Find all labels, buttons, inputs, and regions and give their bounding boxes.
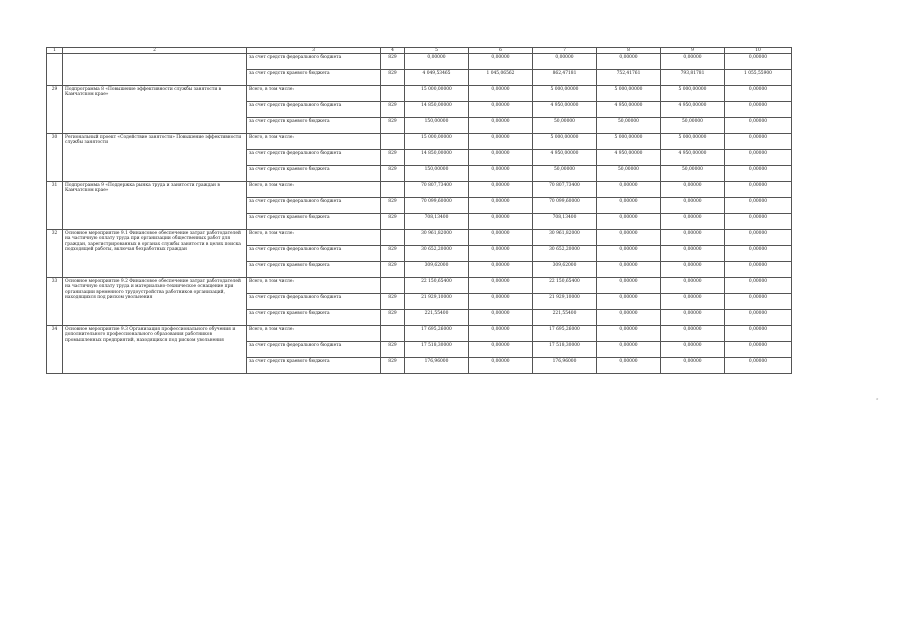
- amount-cell: 1 055,55900: [725, 70, 792, 86]
- budget-code: 829: [381, 310, 405, 326]
- amount-cell: 752,41761: [597, 70, 661, 86]
- amount-cell: 50,00000: [597, 166, 661, 182]
- header-cell: 8: [597, 48, 661, 54]
- amount-cell: 0,00000: [661, 294, 725, 310]
- budget-code: 829: [381, 166, 405, 182]
- budget-table: [46, 47, 792, 374]
- amount-cell: 0,00000: [469, 54, 533, 70]
- budget-code: [381, 230, 405, 246]
- amount-cell: 22 150,65400: [533, 278, 597, 294]
- row-number: [47, 54, 63, 86]
- amount-cell: 0,00000: [725, 278, 792, 294]
- budget-code: 829: [381, 342, 405, 358]
- funding-source: за счет средств федерального бюджета: [247, 54, 381, 70]
- amount-cell: 0,00000: [469, 198, 533, 214]
- amount-cell: 0,00000: [597, 182, 661, 198]
- funding-source: за счет средств краевого бюджета: [247, 310, 381, 326]
- amount-cell: 0,00000: [661, 198, 725, 214]
- funding-source: Всего, в том числе:: [247, 86, 381, 102]
- header-cell: 3: [247, 48, 381, 54]
- amount-cell: 50,00000: [661, 166, 725, 182]
- amount-cell: 708,13400: [533, 214, 597, 230]
- amount-cell: 70 099,60000: [533, 198, 597, 214]
- program-name: Подпрограмма 8 «Повышение эффективности службы занятости в Камчатском крае»: [63, 86, 247, 134]
- header-cell: 6: [469, 48, 533, 54]
- amount-cell: 0,00000: [469, 310, 533, 326]
- amount-cell: 50,00000: [661, 118, 725, 134]
- budget-code: [381, 278, 405, 294]
- amount-cell: 30 961,82000: [533, 230, 597, 246]
- amount-cell: 0,00000: [469, 278, 533, 294]
- header-cell: 7: [533, 48, 597, 54]
- amount-cell: 0,00000: [597, 54, 661, 70]
- amount-cell: 0,00000: [469, 102, 533, 118]
- table-row: [47, 230, 792, 246]
- row-number: 31: [47, 182, 63, 230]
- amount-cell: 70 807,73400: [405, 182, 469, 198]
- amount-cell: 0,00000: [725, 102, 792, 118]
- amount-cell: 0,00000: [725, 294, 792, 310]
- header-cell: 4: [381, 48, 405, 54]
- amount-cell: 309,62000: [405, 262, 469, 278]
- amount-cell: 0,00000: [469, 246, 533, 262]
- amount-cell: 0,00000: [661, 326, 725, 342]
- funding-source: за счет средств федерального бюджета: [247, 150, 381, 166]
- amount-cell: 150,00000: [405, 166, 469, 182]
- amount-cell: 17 518,30000: [533, 342, 597, 358]
- amount-cell: 0,00000: [469, 262, 533, 278]
- amount-cell: 176,96000: [533, 358, 597, 374]
- amount-cell: 4 950,00000: [597, 150, 661, 166]
- amount-cell: 0,00000: [597, 198, 661, 214]
- amount-cell: 4 950,00000: [661, 150, 725, 166]
- amount-cell: 21 929,10000: [533, 294, 597, 310]
- program-name: Региональный проект «Содействие занятости» Повышение эффективности службы занятости: [63, 134, 247, 182]
- amount-cell: 14 850,00000: [405, 150, 469, 166]
- amount-cell: 0,00000: [597, 214, 661, 230]
- amount-cell: 21 929,10000: [405, 294, 469, 310]
- amount-cell: 30 961,82000: [405, 230, 469, 246]
- budget-code: [381, 86, 405, 102]
- table-row: [47, 54, 792, 70]
- amount-cell: 221,55400: [533, 310, 597, 326]
- amount-cell: 5 000,00000: [661, 86, 725, 102]
- amount-cell: 5 000,00000: [533, 86, 597, 102]
- amount-cell: 50,00000: [533, 118, 597, 134]
- amount-cell: 0,00000: [469, 294, 533, 310]
- amount-cell: 15 000,00000: [405, 86, 469, 102]
- budget-code: 829: [381, 262, 405, 278]
- amount-cell: 0,00000: [661, 310, 725, 326]
- amount-cell: 0,00000: [725, 358, 792, 374]
- amount-cell: 50,00000: [597, 118, 661, 134]
- amount-cell: 0,00000: [661, 230, 725, 246]
- amount-cell: 0,00000: [597, 246, 661, 262]
- funding-source: Всего, в том числе:: [247, 230, 381, 246]
- header-cell: 5: [405, 48, 469, 54]
- amount-cell: 0,00000: [597, 342, 661, 358]
- table-row: [47, 86, 792, 102]
- amount-cell: 14 850,00000: [405, 102, 469, 118]
- program-name: Основное мероприятие 9.2 Финансовое обеспечение затрат работодателей на частичную оплату труда и материально-техническое оснащение при организации временного трудоустройства работников организаций, находящихся под риском увольнения: [63, 278, 247, 326]
- amount-cell: 5 000,00000: [597, 134, 661, 150]
- amount-cell: 0,00000: [725, 230, 792, 246]
- amount-cell: 176,96000: [405, 358, 469, 374]
- funding-source: за счет средств краевого бюджета: [247, 262, 381, 278]
- header-cell: 2: [63, 48, 247, 54]
- program-name: Подпрограмма 9 «Поддержка рынка труда и занятости граждан в Камчатском крае»: [63, 182, 247, 230]
- amount-cell: 0,00000: [597, 358, 661, 374]
- funding-source: за счет средств федерального бюджета: [247, 246, 381, 262]
- budget-code: 829: [381, 150, 405, 166]
- amount-cell: 70 807,73400: [533, 182, 597, 198]
- amount-cell: 0,00000: [597, 230, 661, 246]
- amount-cell: 793,81781: [661, 70, 725, 86]
- amount-cell: 0,00000: [725, 166, 792, 182]
- funding-source: за счет средств федерального бюджета: [247, 102, 381, 118]
- budget-code: 829: [381, 102, 405, 118]
- amount-cell: 0,00000: [469, 358, 533, 374]
- amount-cell: 0,00000: [725, 246, 792, 262]
- program-name: Основное мероприятие 9.3 Организация профессионального обучения и дополнительного профессионального образования работников промышленных предприятий, находящихся под риском увольнения: [63, 326, 247, 374]
- amount-cell: 0,00000: [533, 54, 597, 70]
- amount-cell: 0,00000: [661, 54, 725, 70]
- amount-cell: 0,00000: [597, 326, 661, 342]
- amount-cell: 0,00000: [725, 342, 792, 358]
- funding-source: Всего, в том числе:: [247, 134, 381, 150]
- amount-cell: 0,00000: [469, 326, 533, 342]
- amount-cell: 0,00000: [725, 310, 792, 326]
- budget-code: 829: [381, 246, 405, 262]
- amount-cell: 0,00000: [469, 166, 533, 182]
- amount-cell: 0,00000: [469, 150, 533, 166]
- amount-cell: 0,00000: [597, 262, 661, 278]
- amount-cell: 0,00000: [725, 134, 792, 150]
- amount-cell: 0,00000: [597, 310, 661, 326]
- amount-cell: 17 518,30000: [405, 342, 469, 358]
- program-name: [63, 54, 247, 86]
- amount-cell: 17 695,26000: [405, 326, 469, 342]
- amount-cell: 0,00000: [469, 134, 533, 150]
- funding-source: за счет средств краевого бюджета: [247, 214, 381, 230]
- amount-cell: 22 150,65400: [405, 278, 469, 294]
- amount-cell: 0,00000: [725, 262, 792, 278]
- table-row: [47, 134, 792, 150]
- amount-cell: 0,00000: [597, 278, 661, 294]
- funding-source: Всего, в том числе:: [247, 278, 381, 294]
- row-number: 34: [47, 326, 63, 374]
- amount-cell: 17 695,26000: [533, 326, 597, 342]
- amount-cell: 0,00000: [725, 54, 792, 70]
- amount-cell: 0,00000: [597, 294, 661, 310]
- amount-cell: 0,00000: [725, 86, 792, 102]
- amount-cell: 5 000,00000: [597, 86, 661, 102]
- amount-cell: 5 000,00000: [533, 134, 597, 150]
- amount-cell: 4 950,00000: [533, 150, 597, 166]
- amount-cell: 0,00000: [469, 182, 533, 198]
- amount-cell: 0,00000: [725, 182, 792, 198]
- amount-cell: 0,00000: [725, 214, 792, 230]
- funding-source: за счет средств краевого бюджета: [247, 70, 381, 86]
- amount-cell: 0,00000: [725, 198, 792, 214]
- funding-source: за счет средств краевого бюджета: [247, 358, 381, 374]
- funding-source: Всего, в том числе:: [247, 182, 381, 198]
- page-mark: »: [876, 396, 879, 401]
- amount-cell: 5 000,00000: [661, 134, 725, 150]
- funding-source: за счет средств федерального бюджета: [247, 342, 381, 358]
- budget-code: 829: [381, 54, 405, 70]
- funding-source: за счет средств федерального бюджета: [247, 198, 381, 214]
- budget-code: 829: [381, 358, 405, 374]
- budget-code: 829: [381, 294, 405, 310]
- amount-cell: 0,00000: [469, 86, 533, 102]
- amount-cell: 0,00000: [661, 342, 725, 358]
- row-number: 30: [47, 134, 63, 182]
- header-cell: 1: [47, 48, 63, 54]
- amount-cell: 150,00000: [405, 118, 469, 134]
- amount-cell: 0,00000: [405, 54, 469, 70]
- row-number: 32: [47, 230, 63, 278]
- budget-code: [381, 182, 405, 198]
- budget-code: 829: [381, 118, 405, 134]
- amount-cell: 4 950,00000: [661, 102, 725, 118]
- table-row: [47, 278, 792, 294]
- amount-cell: 0,00000: [661, 278, 725, 294]
- amount-cell: 15 000,00000: [405, 134, 469, 150]
- budget-code: [381, 134, 405, 150]
- amount-cell: 309,62000: [533, 262, 597, 278]
- funding-source: Всего, в том числе:: [247, 326, 381, 342]
- table-row: [47, 326, 792, 342]
- amount-cell: 0,00000: [661, 214, 725, 230]
- row-number: 29: [47, 86, 63, 134]
- funding-source: за счет средств краевого бюджета: [247, 118, 381, 134]
- amount-cell: 0,00000: [661, 358, 725, 374]
- table-row: [47, 182, 792, 198]
- amount-cell: 0,00000: [469, 230, 533, 246]
- funding-source: за счет средств краевого бюджета: [247, 166, 381, 182]
- funding-source: за счет средств федерального бюджета: [247, 294, 381, 310]
- amount-cell: 221,55400: [405, 310, 469, 326]
- amount-cell: 708,13400: [405, 214, 469, 230]
- amount-cell: 4 950,00000: [597, 102, 661, 118]
- amount-cell: 50,00000: [533, 166, 597, 182]
- amount-cell: 30 652,20000: [533, 246, 597, 262]
- amount-cell: 0,00000: [661, 262, 725, 278]
- program-name: Основное мероприятие 9.1 Финансовое обеспечение затрат работодателей на частичную оплату труда при организации общественных работ для граждан, зарегистрированных в органах службы занятости в целях поиска подходящей работы, включая безработных граждан: [63, 230, 247, 278]
- budget-code: [381, 326, 405, 342]
- amount-cell: 0,00000: [725, 118, 792, 134]
- header-cell: 9: [661, 48, 725, 54]
- amount-cell: 0,00000: [661, 246, 725, 262]
- amount-cell: 4 049,53465: [405, 70, 469, 86]
- amount-cell: 0,00000: [725, 150, 792, 166]
- budget-code: 829: [381, 70, 405, 86]
- amount-cell: 0,00000: [661, 182, 725, 198]
- amount-cell: 0,00000: [469, 118, 533, 134]
- amount-cell: 0,00000: [469, 342, 533, 358]
- amount-cell: 0,00000: [469, 214, 533, 230]
- amount-cell: 862,47181: [533, 70, 597, 86]
- header-cell: 10: [725, 48, 792, 54]
- amount-cell: 4 950,00000: [533, 102, 597, 118]
- row-number: 33: [47, 278, 63, 326]
- budget-code: 829: [381, 214, 405, 230]
- amount-cell: 1 045,06562: [469, 70, 533, 86]
- amount-cell: 70 099,60000: [405, 198, 469, 214]
- amount-cell: 30 652,20000: [405, 246, 469, 262]
- budget-code: 829: [381, 198, 405, 214]
- amount-cell: 0,00000: [725, 326, 792, 342]
